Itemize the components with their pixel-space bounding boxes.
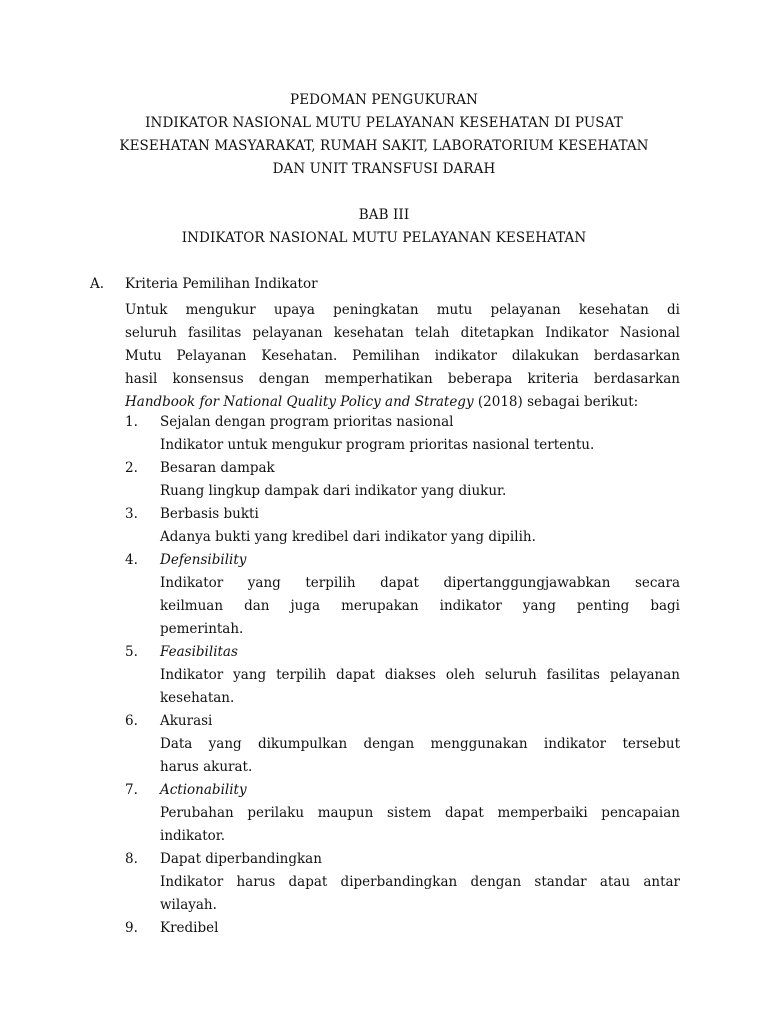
criteria-description-line: Indikator yang terpilih dapat diakses oleh seluruh fasilitas pelayanan — [160, 667, 680, 683]
criteria-description-line: harus akurat. — [160, 759, 253, 775]
handbook-title: Handbook for National Quality Policy and Strategy — [125, 394, 474, 410]
document-title-line-1: PEDOMAN PENGUKURAN — [290, 92, 478, 108]
intro-line-2: seluruh fasilitas pelayanan kesehatan telah ditetapkan Indikator Nasional — [125, 325, 680, 341]
criteria-title: Actionability — [160, 782, 247, 798]
intro-line-4: hasil konsensus dengan memperhatikan beberapa kriteria berdasarkan — [125, 371, 680, 387]
intro-line-5-rest: (2018) sebagai berikut: — [473, 394, 639, 410]
criteria-description-line: Perubahan perilaku maupun sistem dapat memperbaiki pencapaian — [160, 805, 680, 821]
document-title-line-3: KESEHATAN MASYARAKAT, RUMAH SAKIT, LABORATORIUM KESEHATAN — [119, 138, 649, 154]
criteria-description-line: Adanya bukti yang kredibel dari indikator yang dipilih. — [160, 529, 536, 545]
criteria-number: 1. — [125, 414, 138, 430]
chapter-title: INDIKATOR NASIONAL MUTU PELAYANAN KESEHATAN — [181, 230, 587, 246]
criteria-number: 4. — [125, 552, 138, 568]
intro-line-1: Untuk mengukur upaya peningkatan mutu pelayanan kesehatan di — [125, 302, 680, 318]
criteria-description-line: Data yang dikumpulkan dengan menggunakan indikator tersebut — [160, 736, 680, 752]
intro-line-5 — [125, 391, 680, 414]
document-title-line-2: INDIKATOR NASIONAL MUTU PELAYANAN KESEHATAN DI PUSAT — [145, 115, 623, 131]
section-letter: A. — [90, 276, 105, 292]
chapter-number: BAB III — [358, 207, 410, 223]
document-title-line-4: DAN UNIT TRANSFUSI DARAH — [272, 161, 496, 177]
criteria-description-line: Ruang lingkup dampak dari indikator yang diukur. — [160, 483, 507, 499]
criteria-title: Besaran dampak — [160, 460, 275, 476]
criteria-description-line: pemerintah. — [160, 621, 244, 637]
criteria-number: 8. — [125, 851, 138, 867]
criteria-description-line: Indikator untuk mengukur program prioritas nasional tertentu. — [160, 437, 595, 453]
criteria-number: 7. — [125, 782, 138, 798]
intro-line-3: Mutu Pelayanan Kesehatan. Pemilihan indikator dilakukan berdasarkan — [125, 348, 680, 364]
criteria-title: Akurasi — [160, 713, 213, 729]
criteria-title: Sejalan dengan program prioritas nasional — [160, 414, 454, 430]
criteria-description-line: Indikator harus dapat diperbandingkan dengan standar atau antar — [160, 874, 680, 890]
criteria-number: 3. — [125, 506, 138, 522]
criteria-description-line: keilmuan dan juga merupakan indikator yang penting bagi — [160, 598, 680, 614]
criteria-title: Dapat diperbandingkan — [160, 851, 322, 867]
criteria-description-line: indikator. — [160, 828, 226, 844]
criteria-description-line: Indikator yang terpilih dapat dipertanggungjawabkan secara — [160, 575, 680, 591]
criteria-title: Berbasis bukti — [160, 506, 259, 522]
criteria-description-line: wilayah. — [160, 897, 217, 913]
criteria-number: 9. — [125, 920, 138, 936]
criteria-title: Feasibilitas — [160, 644, 238, 660]
criteria-number: 2. — [125, 460, 138, 476]
section-title: Kriteria Pemilihan Indikator — [125, 276, 318, 292]
criteria-number: 6. — [125, 713, 138, 729]
criteria-title: Defensibility — [160, 552, 247, 568]
criteria-title: Kredibel — [160, 920, 219, 936]
criteria-number: 5. — [125, 644, 138, 660]
criteria-description-line: kesehatan. — [160, 690, 235, 706]
